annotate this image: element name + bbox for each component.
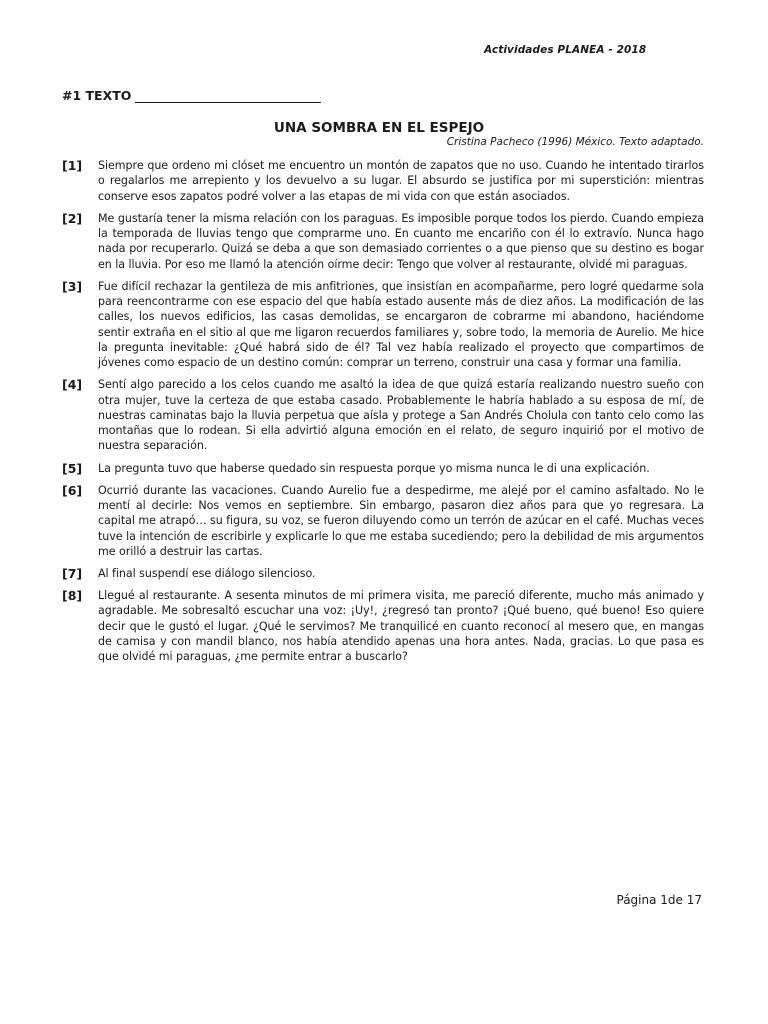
attribution: Cristina Pacheco (1996) México. Texto adaptado. (446, 136, 704, 148)
paragraph-number: [5] (62, 460, 83, 476)
paragraph (62, 461, 704, 476)
paragraph-text: Siempre que ordeno mi clóset me encuentro un montón de zapatos que no uso. Cuando he intentado tirarlos o regalarlos me arrepiento y los devuelvo a su lugar. El absurdo se justifica por mi superstición: mientras conserve esos zapatos podré volver a las etapas de mi vida con que están asociados. (98, 159, 704, 203)
paragraph (62, 483, 704, 559)
texto-label-text: #1 TEXTO (62, 88, 132, 103)
blank-fill-line (135, 102, 321, 103)
texto-label (62, 88, 321, 103)
paragraph (62, 377, 704, 453)
paragraph-number: [7] (62, 565, 83, 581)
paragraph-text: Al final suspendí ese diálogo silencioso. (98, 566, 316, 580)
page-title: UNA SOMBRA EN EL ESPEJO (273, 120, 485, 136)
page-header: Actividades PLANEA - 2018 (484, 44, 647, 56)
paragraph-number: [4] (62, 377, 83, 393)
paragraph-list (62, 158, 704, 671)
paragraph (62, 211, 704, 272)
paragraph (62, 279, 704, 371)
paragraph-text: Fue difícil rechazar la gentileza de mis anfitriones, que insistían en acompañarme, pero logré quedarme sola para reencontrarme con ese espacio del que había estado ausente más de diez años. La modificación de las calles, los nuevos edificios, las casas demolidas, se encargaron de cobrarme mi abandono, haciéndome sentir extraña en el sitio al que me ligaron recuerdos familiares y, sobre todo, la memoria de Aurelio. Me hice la pregunta inevitable: ¿Qué habrá sido de él? Tal vez había realizado el proyecto que compartimos de jóvenes como espacio de un destino común: comprar un terreno, construir una casa y formar una familia. (98, 279, 704, 370)
paragraph-text: Llegué al restaurante. A sesenta minutos de mi primera visita, me pareció diferente, mucho más animado y agradable. Me sobresaltó escuchar una voz: ¡Uy!, ¿regresó tan pronto? ¡Qué bueno, qué bueno! Eso quiere decir que le gustó el lugar. ¿Qué le servimos? Me tranquilicé en cuanto reconocí al mesero que, en mangas de camisa y con mandil blanco, nos había atendido apenas una hora antes. Nada, gracias. Lo que pasa es que olvidé mi paraguas, ¿me permite entrar a buscarlo? (98, 589, 704, 664)
paragraph (62, 588, 704, 664)
paragraph-text: La pregunta tuvo que haberse quedado sin respuesta porque yo misma nunca le di una explicación. (98, 461, 650, 475)
page-number: Página 1de 17 (616, 893, 702, 907)
paragraph-number: [1] (62, 158, 83, 173)
paragraph-number: [8] (62, 588, 83, 603)
paragraph-number: [6] (62, 482, 83, 498)
paragraph-number: [2] (62, 210, 83, 226)
paragraph (62, 158, 704, 204)
paragraph-text: Me gustaría tener la misma relación con los paraguas. Es imposible porque todos los pierdo. Cuando empieza la temporada de lluvias tengo que comprarme uno. En cuanto me encariño con él lo extravío. Nunca hago nada por recuperarlo. Quizá se deba a que son demasiado corrientes o a que pienso que su destino es bogar en la lluvia. Por eso me llamó la atención oírme decir: Tengo que volver al restaurante, olvidé mi paraguas. (98, 211, 704, 271)
paragraph-text: Ocurrió durante las vacaciones. Cuando Aurelio fue a despedirme, me alejé por el camino asfaltado. No le mentí al decirle: Nos vemos en septiembre. Sin embargo, pasaron diez años para que yo regresara. La capital me atrapó… su figura, su voz, se fueron diluyendo como un terrón de azúcar en el café. Muchas veces tuve la intención de escribirle y explicarle lo que me estaba sucediendo; pero la debilidad de mis argumentos me orilló a destruir las cartas. (98, 483, 704, 558)
paragraph (62, 566, 704, 581)
paragraph-number: [3] (62, 278, 83, 294)
paragraph-text: Sentí algo parecido a los celos cuando me asaltó la idea de que quizá estaría realizando nuestro sueño con otra mujer, tuve la certeza de que estaba casado. Probablemente le habría hablado a su esposa de mí, de nuestras caminatas bajo la lluvia perpetua que aísla y protege a San Andrés Cholula con tanto celo como las montañas que lo rodean. Si ella advirtió alguna emoción en el relato, de seguro inquirió por el motivo de nuestra separación. (98, 378, 704, 453)
